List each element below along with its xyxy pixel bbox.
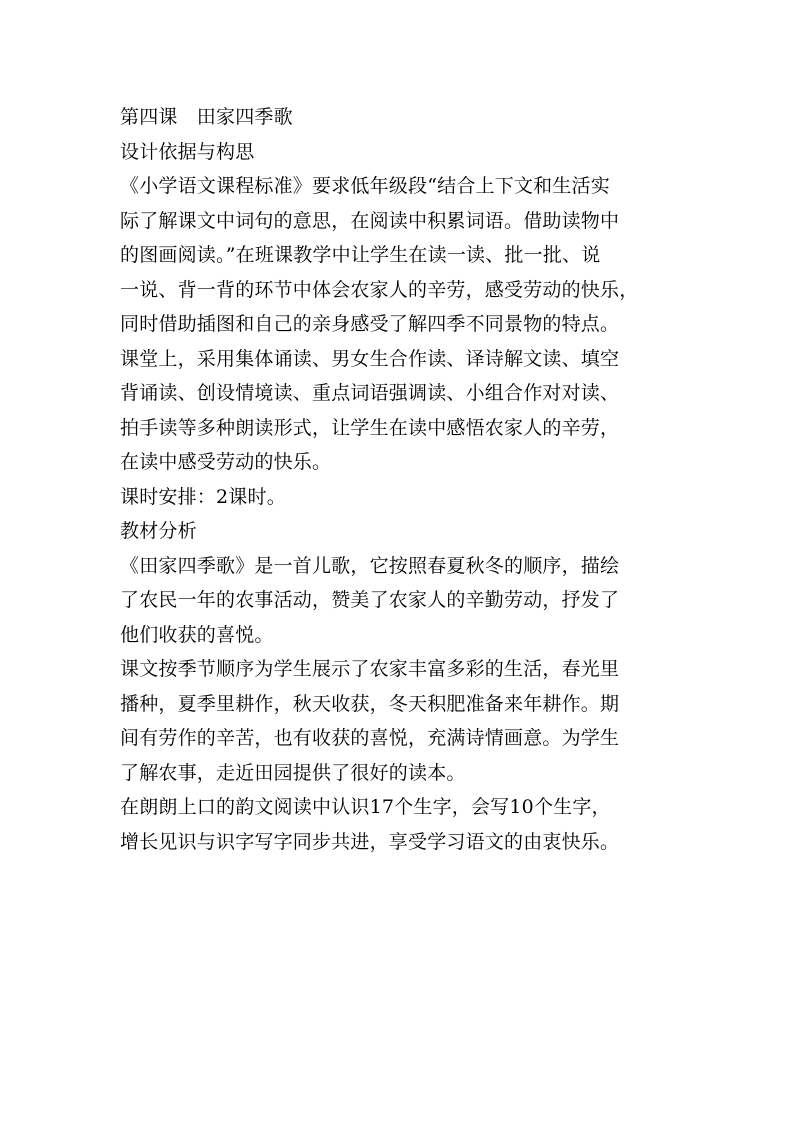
class-hours: 课时安排：2课时。 [120, 485, 286, 508]
lesson-title: 第四课 田家四季歌 [120, 106, 293, 128]
paragraph-line: 际了解课文中词句的意思，在阅读中积累词语。借助读物中 [120, 209, 620, 232]
paragraph-line: 在读中感受劳动的快乐。 [120, 451, 332, 473]
section-heading-design: 设计依据与构思 [120, 140, 255, 163]
paragraph-line: 间有劳作的辛苦，也有收获的喜悦，充满诗情画意。为学生 [120, 727, 620, 749]
paragraph-line: 了解农事，走近田园提供了很好的读本。 [120, 761, 466, 784]
paragraph-line: 在朗朗上口的韵文阅读中认识17个生字，会写10个生字， [120, 796, 611, 818]
paragraph-line: 增长见识与识字写字同步共进，享受学习语文的由衷快乐。 [120, 830, 620, 853]
paragraph-line: 《小学语文课程标准》要求低年级段“结合上下文和生活实 [120, 175, 610, 197]
paragraph-line: 课堂上，采用集体诵读、男女生合作读、译诗解文读、填空 [120, 347, 620, 370]
document-body [120, 100, 685, 859]
paragraph-line: 课文按季节顺序为学生展示了农家丰富多彩的生活，春光里 [120, 658, 620, 680]
section-heading-analysis: 教材分析 [120, 520, 197, 542]
paragraph-line: 了农民一年的农事活动，赞美了农家人的辛勤劳动，抒发了 [120, 589, 620, 611]
paragraph-line: 背诵读、创设情境读、重点词语强调读、小组合作对对读、 [120, 382, 620, 404]
paragraph-line: 拍手读等多种朗读形式，让学生在读中感悟农家人的辛劳， [120, 416, 620, 439]
paragraph-line: 播种，夏季里耕作，秋天收获，冬天积肥准备来年耕作。期 [120, 692, 620, 715]
paragraph-line: 一说、背一背的环节中体会农家人的辛劳，感受劳动的快乐， [120, 278, 639, 301]
paragraph-line: 《田家四季歌》是一首儿歌，它按照春夏秋冬的顺序，描绘 [120, 554, 620, 577]
paragraph-line: 他们收获的喜悦。 [120, 623, 274, 646]
paragraph-line: 同时借助插图和自己的亲身感受了解四季不同景物的特点。 [120, 313, 620, 335]
paragraph-line: 的图画阅读。”在班课教学中让学生在读一读、批一批、说 [120, 244, 601, 266]
